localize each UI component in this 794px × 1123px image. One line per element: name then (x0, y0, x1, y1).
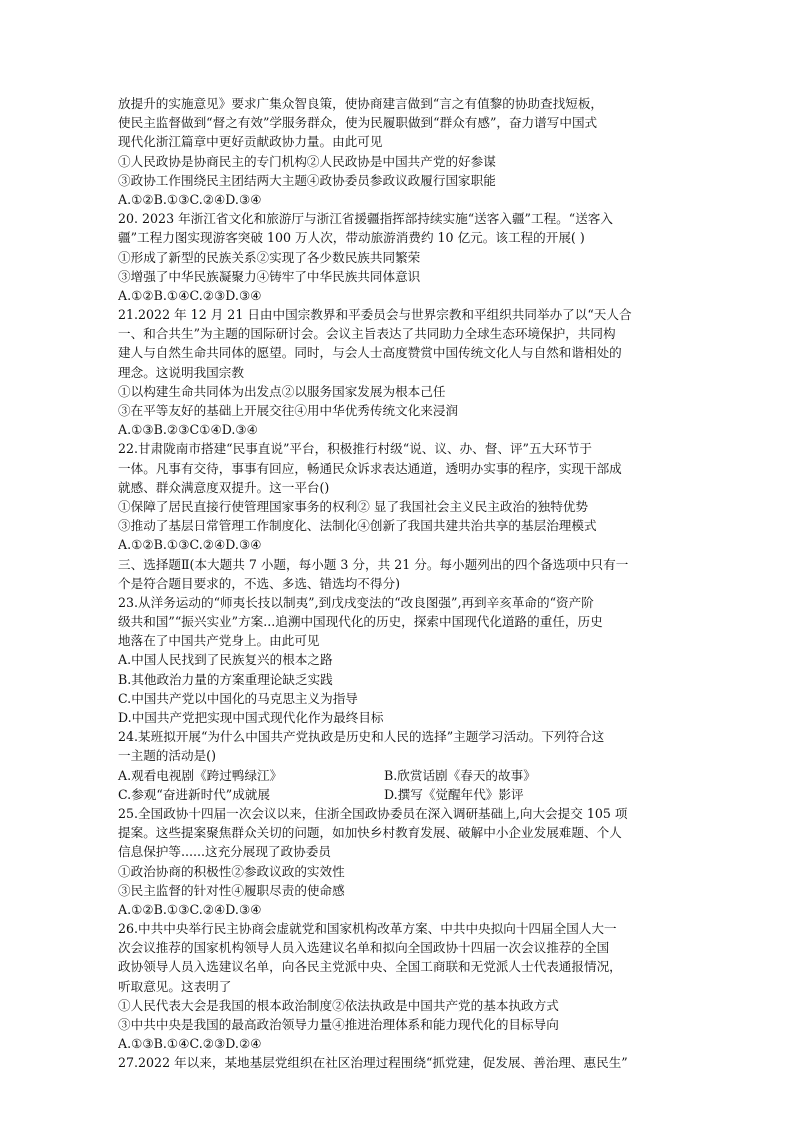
text-line: 地落在了中国共产党身上。由此可见 (118, 633, 320, 649)
text-line: 22.甘肃陇南市搭建“民事直说”平台，积极推行村级“说、议、办、督、评”五大环节于 (118, 441, 592, 457)
text-line: A.中国人民找到了民族复兴的根本之路 (118, 652, 333, 668)
text-line: 个是符合题目要求的，不选、多选、错选均不得分) (118, 575, 400, 591)
text-line: A.①②B.①③C.②④D.③④ (118, 191, 262, 207)
q24-option-c: C.参观“奋进新时代”成就展 (118, 786, 271, 802)
text-line: 使民主监督做到“督之有效”学服务群众，使为民履职做到“群众有感”，奋力谱写中国式 (118, 115, 598, 131)
text-line: ③推动了基层日常管理工作制度化、法制化④创新了我国共建共治共享的基层治理模式 (118, 518, 597, 534)
text-line: A.①②B.①③C.②④D.③④ (118, 537, 262, 553)
text-line: D.中国共产党把实现中国式现代化作为最终目标 (118, 710, 384, 725)
text-line: 现代化浙江篇章中更好贡献政协力量。由此可见 (118, 134, 383, 150)
q24-options-row-1 (118, 766, 688, 785)
text-line: ③中共中央是我国的最高政治领导力量④推进治理体系和能力现代化的目标导向 (118, 1017, 559, 1032)
text-line: 24.某班拟开展“为什么中国共产党执政是历史和人民的选择”主题学习活动。下列符合这 (118, 729, 605, 745)
text-line: 一、和合共生”为主题的国际研讨会。会议主旨表达了共同助力全球生态环境保护，共同构 (118, 326, 616, 342)
q24-option-a: A.观看电视剧《跨过鸭绿江》 (118, 767, 283, 783)
text-line: 次会议推荐的国家机构领导人员入选建议名单和拟向全国政协十四届一次会议推荐的全国 (118, 940, 610, 956)
text-line: ①人民政协是协商民主的专门机构②人民政协是中国共产党的好参谋 (118, 153, 496, 169)
text-line: A.①②B.①④C.②③D.③④ (118, 287, 262, 303)
text-line: 信息保护等......这充分展现了政协委员 (118, 844, 331, 860)
text-line: ①人民代表大会是我国的根本政治制度②依法执政是中国共产党的基本执政方式 (118, 997, 559, 1013)
text-line: ①形成了新型的民族关系②实现了各少数民族共同繁荣 (118, 249, 421, 265)
question-block-19-24 (118, 94, 688, 766)
text-line: ③在平等友好的基础上开展交往④用中华优秀传统文化来浸润 (118, 403, 459, 418)
text-line: ③民主监督的针对性④履职尽责的使命感 (118, 882, 345, 898)
text-line: 政协领导人员入选建议名单，向各民主党派中央、全国工商联和无党派人士代表通报情况， (118, 959, 622, 975)
text-line: 级共和国”“振兴实业”方案...追溯中国现代化的历史，探索中国现代化道路的重任，历史 (118, 614, 603, 630)
text-line: 理念。这说明我国宗教 (118, 364, 244, 380)
text-line: 放提升的实施意见》要求广集众智良策，使协商建言做到“言之有值黎的协助查找短板， (118, 96, 604, 111)
text-line: C.中国共产党以中国化的马克思主义为指导 (118, 690, 358, 706)
q24-options-row-2 (118, 785, 688, 804)
text-line: ③增强了中华民族凝聚力④铸牢了中华民族共同体意识 (118, 268, 421, 284)
text-line: 20. 2023 年浙江省文化和旅游厅与浙江省援疆指挥部持续实施“送客入疆”工程。“送客入 (118, 211, 613, 227)
text-line: 建人与自然生命共同体的愿望。同时，与会人士高度赞赏中国传统文化人与自然和谐相处的 (118, 345, 622, 361)
text-line: 25.全国政协十四届一次会议以来，住浙全国政协委员在深入调研基础上,向大会提交 105 项 (118, 805, 628, 821)
text-line: 一主题的活动是() (118, 748, 216, 764)
q24-option-b: B.欣赏话剧《春天的故事》 (384, 767, 536, 783)
text-line: ③政协工作围绕民主团结两大主题④政协委员参政议政履行国家职能 (118, 172, 496, 188)
text-line: A.①③B.②③C①④D.③④ (118, 422, 258, 438)
q24-option-d: D.撰写《觉醒年代》影评 (384, 786, 524, 802)
text-line: 一体。凡事有交待，事事有回应，畅通民众诉求表达通道，透明办实事的程序，实现干部成 (118, 460, 622, 476)
question-block-25-27 (118, 804, 688, 1073)
text-line: 听取意见。这表明了 (118, 978, 232, 994)
text-line: 疆”工程力图实现游客突破 100 万人次，带动旅游消费约 10 亿元。该工程的开展( ) (118, 230, 585, 246)
text-line: 就感、群众满意度双提升。这一平台() (118, 479, 330, 495)
document-page (118, 94, 688, 1073)
text-line: ①以构建生命共同体为出发点②以服务国家发展为根本己任 (118, 383, 446, 399)
text-line: 三、选择题Ⅱ(本大题共 7 小题，每小题 3 分，共 21 分。每小题列出的四个备选项中只有一 (118, 556, 629, 572)
text-line: 提案。这些提案聚焦群众关切的问题，如加快乡村教育发展、破解中小企业发展难题、个人 (118, 825, 622, 841)
text-line: ①政治协商的积极性②参政议政的实效性 (118, 863, 345, 879)
text-line: 23.从洋务运动的“师夷长技以制夷”,到戊戌变法的“改良图强”,再到辛亥革命的“资产阶 (118, 594, 594, 610)
text-line: A.①②B.①③C.②④D.③④ (118, 901, 262, 917)
text-line: B.其他政治力量的方案重理论缺乏实践 (118, 671, 333, 687)
text-line: 26.中共中央举行民主协商会虚就党和国家机构改革方案、中共中央拟向十四届全国人大一 (118, 921, 617, 937)
text-line: 21.2022 年 12 月 21 日由中国宗教界和平委员会与世界宗教和平组织共同举办了以“天人合 (118, 307, 632, 323)
text-line: ①保障了居民直接行使管理国家事务的权利② 显了我国社会主义民主政治的独特优势 (118, 498, 588, 514)
text-line: A.①③B.①④C.②③D.②④ (118, 1036, 262, 1052)
text-line: 27.2022 年以来，某地基层党组织在社区治理过程围绕“抓党建，促发展、善治理、惠民生” (118, 1055, 628, 1071)
